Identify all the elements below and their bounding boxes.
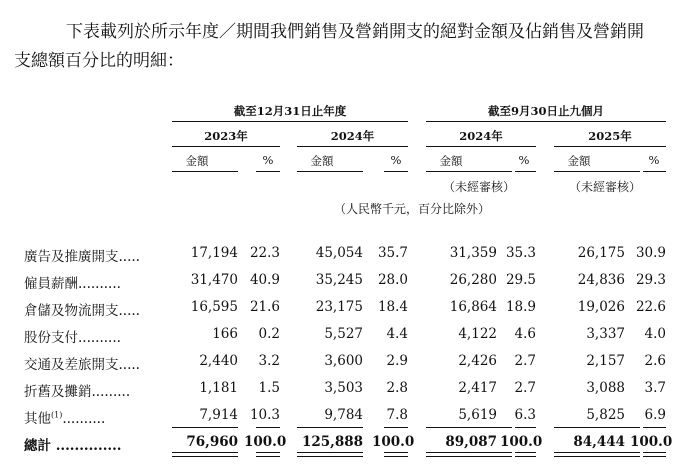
pct-cell: 100.0 <box>244 434 287 450</box>
pct-cell: 2.6 <box>644 353 666 369</box>
pct-cell: 0.2 <box>258 326 280 342</box>
amount-cell: 17,194 <box>190 245 238 261</box>
subtotal-rule-2 <box>256 427 280 428</box>
pct-cell: 40.9 <box>249 272 280 288</box>
total-double-rule-6 <box>515 452 536 457</box>
subtotal-rule-3 <box>297 427 363 428</box>
subtotal-rule-8 <box>643 427 666 428</box>
amount-cell: 76,960 <box>186 434 238 450</box>
col-pct-2: % <box>390 153 402 167</box>
total-double-rule-1 <box>172 452 238 457</box>
amount-cell: 5,527 <box>324 326 363 342</box>
amount-cell: 4,122 <box>458 326 497 342</box>
amount-cell: 23,175 <box>315 299 363 315</box>
pct-cell: 21.6 <box>249 299 280 315</box>
amount-cell: 3,600 <box>324 353 363 369</box>
unaudited-note-2024: （未經審核） <box>442 180 515 194</box>
amount-cell: 9,784 <box>324 407 363 423</box>
amount-cell: 1,181 <box>199 380 238 396</box>
header-group-year: 截至12月31日止年度 <box>233 104 347 118</box>
intro-line-2: 支總額百分比的明細： <box>14 51 184 71</box>
pct-rule-4 <box>643 171 666 172</box>
col-pct-3: % <box>518 153 530 167</box>
amount-cell: 45,054 <box>315 245 363 261</box>
amount-rule-4 <box>554 171 640 172</box>
pct-cell: 2.7 <box>514 353 536 369</box>
header-group-nine-months: 截至9月30日止九個月 <box>487 104 604 118</box>
amount-cell: 2,440 <box>199 353 238 369</box>
pct-cell: 10.3 <box>249 407 280 423</box>
pct-rule-1 <box>256 171 280 172</box>
col-pct-1: % <box>262 153 274 167</box>
col-amount-4: 金額 <box>567 154 591 168</box>
pct-cell: 18.9 <box>505 299 536 315</box>
amount-cell: 84,444 <box>573 434 625 450</box>
period-2023: 2023年 <box>204 129 248 143</box>
subtotal-rule-5 <box>426 427 512 428</box>
amount-cell: 125,888 <box>301 434 363 450</box>
pct-cell: 100.0 <box>500 434 543 450</box>
amount-cell: 89,087 <box>445 434 497 450</box>
intro-line-1: 下表載列於所示年度／期間我們銷售及營銷開支的絕對金額及佔銷售及營銷開 <box>66 22 644 42</box>
amount-cell: 5,825 <box>586 407 625 423</box>
period-rule-2 <box>297 146 408 147</box>
amount-cell: 16,864 <box>449 299 497 315</box>
pct-cell: 2.9 <box>386 353 408 369</box>
row-label: 廣告及推廣開支..... <box>24 249 140 265</box>
subtotal-rule-1 <box>172 427 238 428</box>
amount-cell: 3,088 <box>586 380 625 396</box>
pct-cell: 4.0 <box>644 326 666 342</box>
col-amount-2: 金額 <box>310 154 334 168</box>
row-label: 交通及差旅開支..... <box>24 357 140 373</box>
row-label: 倉儲及物流開支..... <box>24 303 140 319</box>
pct-cell: 3.2 <box>258 353 280 369</box>
period-2024-nine: 2024年 <box>459 129 503 143</box>
header-rule-nine <box>426 121 666 122</box>
period-2025-nine: 2025年 <box>588 129 632 143</box>
col-amount-1: 金額 <box>185 154 209 168</box>
pct-cell: 6.9 <box>644 407 666 423</box>
amount-cell: 7,914 <box>199 407 238 423</box>
pct-cell: 28.0 <box>377 272 408 288</box>
amount-cell: 2,426 <box>458 353 497 369</box>
pct-cell: 2.8 <box>386 380 408 396</box>
pct-cell: 4.6 <box>514 326 536 342</box>
col-pct-4: % <box>648 153 660 167</box>
amount-cell: 3,337 <box>586 326 625 342</box>
pct-cell: 4.4 <box>386 326 408 342</box>
pct-cell: 22.6 <box>635 299 666 315</box>
pct-cell: 29.5 <box>505 272 536 288</box>
pct-cell: 7.8 <box>386 407 408 423</box>
total-double-rule-4 <box>384 452 408 457</box>
amount-rule-2 <box>297 171 363 172</box>
period-rule-4 <box>554 146 666 147</box>
pct-cell: 100.0 <box>372 434 415 450</box>
pct-cell: 35.3 <box>505 245 536 261</box>
unaudited-note-2025: （未經審核） <box>568 180 641 194</box>
total-double-rule-8 <box>643 452 666 457</box>
row-label: 僱員薪酬.......... <box>24 276 121 292</box>
subtotal-rule-7 <box>554 427 640 428</box>
amount-cell: 35,245 <box>315 272 363 288</box>
amount-cell: 5,619 <box>458 407 497 423</box>
amount-cell: 2,417 <box>458 380 497 396</box>
pct-rule-2 <box>384 171 408 172</box>
row-label: 折舊及攤銷......... <box>24 384 131 400</box>
total-double-rule-3 <box>297 452 363 457</box>
period-rule-1 <box>172 146 280 147</box>
amount-rule-3 <box>426 171 512 172</box>
amount-rule-1 <box>172 171 238 172</box>
pct-cell: 29.3 <box>635 272 666 288</box>
pct-rule-3 <box>515 171 536 172</box>
total-label: 總計 .............. <box>24 438 122 454</box>
pct-cell: 6.3 <box>514 407 536 423</box>
pct-cell: 30.9 <box>635 245 666 261</box>
subtotal-rule-4 <box>384 427 408 428</box>
unit-note: （人民幣千元，百分比除外） <box>333 202 490 216</box>
pct-cell: 100.0 <box>630 434 673 450</box>
pct-cell: 2.7 <box>514 380 536 396</box>
amount-cell: 26,175 <box>577 245 625 261</box>
pct-cell: 18.4 <box>377 299 408 315</box>
amount-cell: 26,280 <box>449 272 497 288</box>
amount-cell: 166 <box>212 326 238 342</box>
subtotal-rule-6 <box>515 427 536 428</box>
pct-cell: 3.7 <box>644 380 666 396</box>
total-double-rule-2 <box>256 452 280 457</box>
row-label-text: 其他 <box>24 411 51 427</box>
amount-cell: 2,157 <box>586 353 625 369</box>
amount-cell: 31,359 <box>449 245 497 261</box>
amount-cell: 3,503 <box>324 380 363 396</box>
pct-cell: 1.5 <box>258 380 280 396</box>
amount-cell: 24,836 <box>577 272 625 288</box>
header-rule-year <box>172 121 408 122</box>
amount-cell: 19,026 <box>577 299 625 315</box>
pct-cell: 22.3 <box>249 245 280 261</box>
period-2024: 2024年 <box>330 129 375 143</box>
total-double-rule-7 <box>554 452 640 457</box>
pct-cell: 35.7 <box>377 245 408 261</box>
row-label <box>24 407 105 427</box>
row-label-dots: .......... <box>62 411 106 427</box>
period-rule-3 <box>426 146 536 147</box>
total-double-rule-5 <box>426 452 512 457</box>
amount-cell: 16,595 <box>190 299 238 315</box>
amount-cell: 31,470 <box>190 272 238 288</box>
footnote-marker: (1) <box>51 410 63 420</box>
row-label: 股份支付.......... <box>24 330 121 346</box>
intro-paragraph <box>14 18 690 76</box>
col-amount-3: 金額 <box>439 154 463 168</box>
